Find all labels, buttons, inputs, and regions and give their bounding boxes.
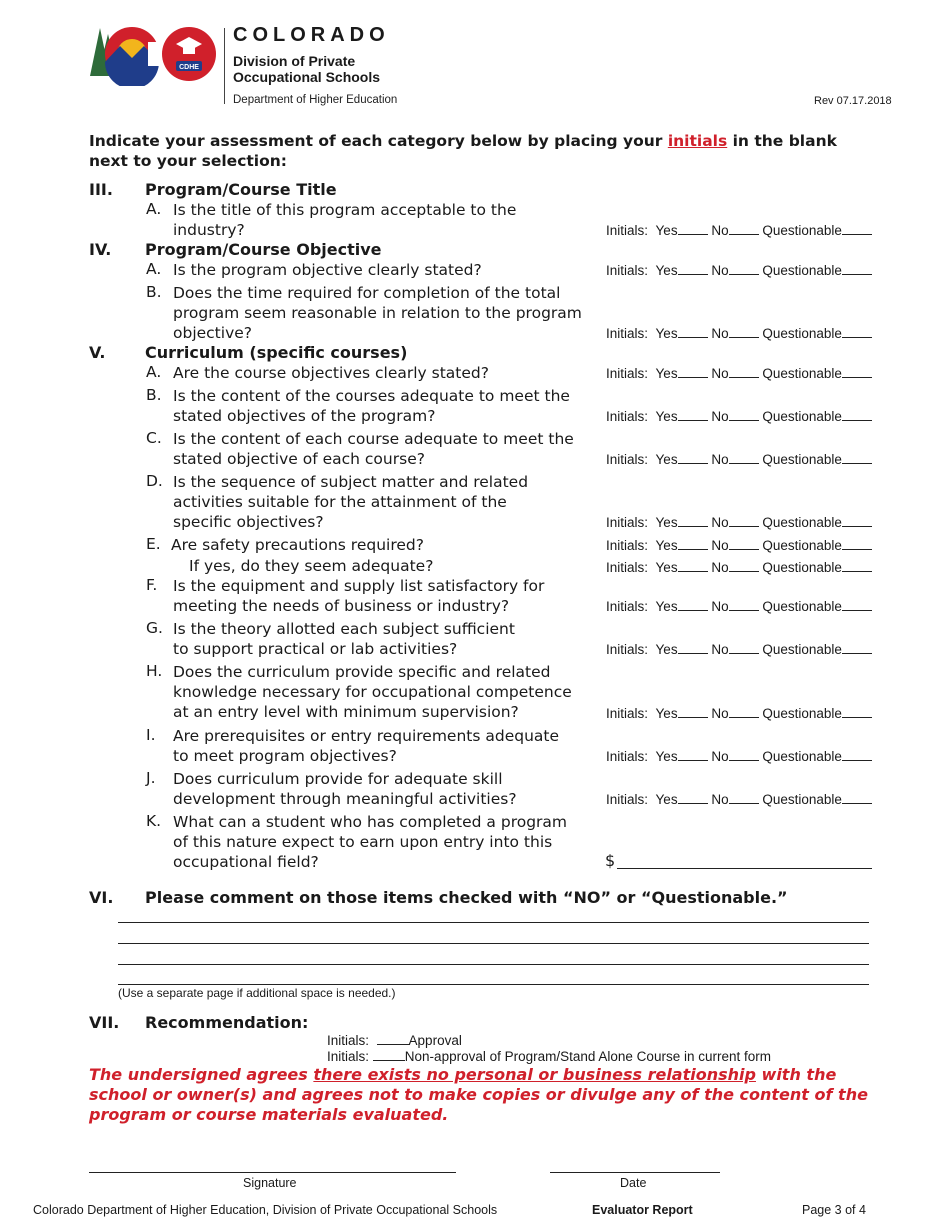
question-v-k: What can a student who has completed a program of this nature expect to earn upon entry into this occupational field?: [173, 813, 568, 871]
svg-text:CDHE: CDHE: [179, 64, 199, 71]
question-letter: G.: [146, 619, 163, 637]
response-row-v-h[interactable]: Initials: Yes No Questionable: [606, 705, 872, 721]
footer-report-title: Evaluator Report: [592, 1203, 693, 1217]
comment-note: (Use a separate page if additional space is needed.): [118, 986, 396, 1000]
comment-line[interactable]: [118, 964, 869, 965]
comment-line[interactable]: [118, 922, 869, 923]
approval-option[interactable]: Initials: Approval: [327, 1033, 462, 1048]
section-title-vii: Recommendation:: [145, 1013, 309, 1032]
agreement-statement: The undersigned agrees there exists no personal or business relationship with the school or owner(s) and agrees not to make copies or divulge any of the content of the program or course materials evaluated.: [89, 1065, 868, 1124]
question-letter: E.: [146, 535, 161, 553]
question-iv-b: Does the time required for completion of the total program seem reasonable in relation to the program objective?: [173, 284, 582, 342]
question-v-f: Is the equipment and supply list satisfactory for meeting the needs of business or industry?: [173, 577, 545, 615]
response-row-v-j[interactable]: Initials: Yes No Questionable: [606, 791, 872, 807]
question-letter: J.: [146, 769, 156, 787]
response-row-iv-b[interactable]: Initials: Yes No Questionable: [606, 325, 872, 341]
response-row-v-e-followup[interactable]: Initials: Yes No Questionable: [606, 559, 872, 575]
question-letter: A.: [146, 260, 162, 278]
colorado-c-logo-icon: [88, 24, 220, 86]
section-number-iv: IV.: [89, 240, 112, 259]
section-number-vi: VI.: [89, 888, 114, 907]
response-row-v-b[interactable]: Initials: Yes No Questionable: [606, 408, 872, 424]
question-v-e: Are safety precautions required?: [171, 536, 424, 554]
question-v-d: Is the sequence of subject matter and related activities suitable for the attainment of the specific objectives?: [173, 473, 529, 531]
department-name: Department of Higher Education: [233, 94, 398, 106]
signature-line[interactable]: [89, 1172, 456, 1173]
question-letter: I.: [146, 726, 156, 744]
response-row-v-d[interactable]: Initials: Yes No Questionable: [606, 514, 872, 530]
footer-page-number: Page 3 of 4: [802, 1203, 866, 1217]
section-title-vi: Please comment on those items checked with “NO” or “Questionable.”: [145, 888, 788, 907]
response-row-v-f[interactable]: Initials: Yes No Questionable: [606, 598, 872, 614]
question-letter: B.: [146, 386, 162, 404]
response-row-v-c[interactable]: Initials: Yes No Questionable: [606, 451, 872, 467]
response-row-iv-a[interactable]: Initials: Yes No Questionable: [606, 262, 872, 278]
question-iii-a: Is the title of this program acceptable to the industry?: [173, 201, 517, 239]
response-row-v-g[interactable]: Initials: Yes No Questionable: [606, 641, 872, 657]
response-row-iii-a[interactable]: Initials: Yes No Questionable: [606, 222, 872, 238]
question-letter: B.: [146, 283, 162, 301]
section-title-v: Curriculum (specific courses): [145, 343, 408, 362]
revision-date: Rev 07.17.2018: [814, 95, 892, 107]
question-letter: C.: [146, 429, 162, 447]
wordmark-colorado: COLORADO: [233, 24, 390, 46]
question-letter: H.: [146, 662, 163, 680]
logo-wordmark: [233, 24, 397, 106]
question-letter: A.: [146, 200, 162, 218]
question-v-j: Does curriculum provide for adequate skill development through meaningful activities?: [173, 770, 517, 808]
logo-divider: [224, 28, 225, 104]
question-letter: A.: [146, 363, 162, 381]
section-number-iii: III.: [89, 180, 113, 199]
comment-line[interactable]: [118, 943, 869, 944]
section-title-iii: Program/Course Title: [145, 180, 337, 199]
response-row-v-a[interactable]: Initials: Yes No Questionable: [606, 365, 872, 381]
colorado-logo: [88, 24, 220, 90]
question-v-c: Is the content of each course adequate to meet the stated objective of each course?: [173, 430, 574, 468]
question-v-h: Does the curriculum provide specific and related knowledge necessary for occupational competence at an entry level with minimum supervision?: [173, 663, 572, 721]
question-letter: K.: [146, 812, 162, 830]
section-number-v: V.: [89, 343, 106, 362]
response-row-v-e[interactable]: Initials: Yes No Questionable: [606, 537, 872, 553]
section-title-iv: Program/Course Objective: [145, 240, 382, 259]
section-number-vii: VII.: [89, 1013, 120, 1032]
non-approval-option[interactable]: Initials: Non-approval of Program/Stand Alone Course in current form: [327, 1049, 771, 1064]
date-line[interactable]: [550, 1172, 720, 1173]
question-v-e-followup: If yes, do they seem adequate?: [189, 557, 434, 575]
question-v-b: Is the content of the courses adequate to meet the stated objectives of the program?: [173, 387, 570, 425]
question-v-g: Is the theory allotted each subject sufficient to support practical or lab activities?: [173, 620, 515, 658]
signature-label: Signature: [243, 1176, 297, 1190]
salary-input-line[interactable]: [617, 868, 872, 869]
question-letter: F.: [146, 576, 158, 594]
question-v-i: Are prerequisites or entry requirements adequate to meet program objectives?: [173, 727, 560, 765]
instructions: Indicate your assessment of each category below by placing your initials in the blank next to your selection:: [89, 132, 837, 170]
comment-line[interactable]: [118, 984, 869, 985]
currency-symbol: $: [605, 851, 616, 870]
division-name: Division of Private Occupational Schools: [233, 53, 381, 85]
question-v-a: Are the course objectives clearly stated?: [173, 364, 489, 382]
footer-organization: Colorado Department of Higher Education, Division of Private Occupational Schools: [33, 1203, 498, 1217]
question-iv-a: Is the program objective clearly stated?: [173, 261, 482, 279]
response-row-v-i[interactable]: Initials: Yes No Questionable: [606, 748, 872, 764]
question-letter: D.: [146, 472, 163, 490]
date-label: Date: [620, 1176, 647, 1190]
